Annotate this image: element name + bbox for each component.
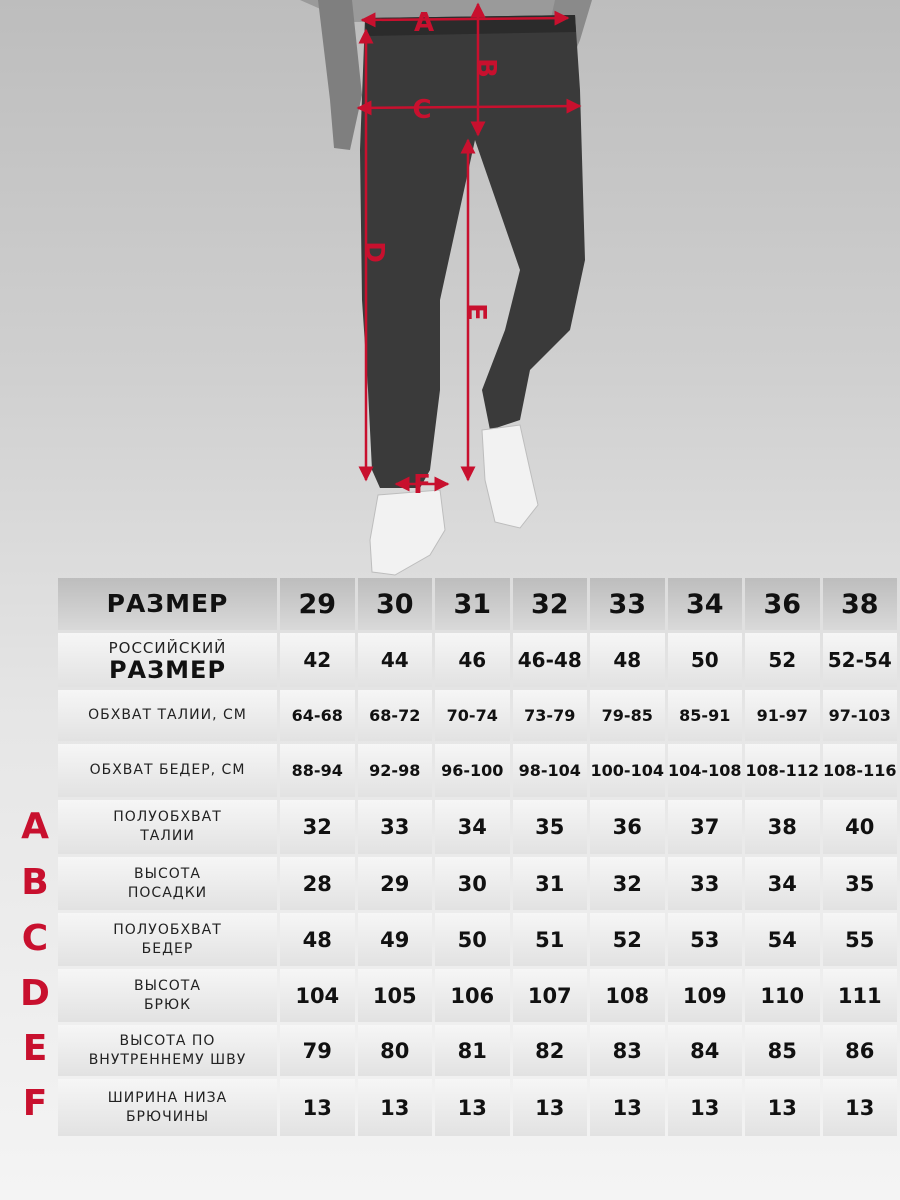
- row-label-line: ВЫСОТА: [134, 865, 201, 882]
- value-cell: 54: [745, 913, 820, 966]
- row-label: ОБХВАТ ТАЛИИ, СМ: [58, 690, 277, 741]
- row-label-line: ВНУТРЕННЕМУ ШВУ: [88, 1051, 247, 1068]
- value-cell: 111: [823, 969, 898, 1022]
- row-label: [58, 633, 277, 687]
- value-cell: 91-97: [745, 690, 820, 741]
- size-cell: 33: [590, 578, 665, 630]
- row-label-line: РОССИЙСКИЙ: [108, 638, 227, 657]
- row-letter-d: D: [20, 973, 50, 1014]
- row-label-line: ВЫСОТА: [134, 977, 201, 994]
- value-cell: 28: [280, 857, 355, 910]
- value-cell: 35: [823, 857, 898, 910]
- row-label: [58, 800, 277, 854]
- value-cell: 98-104: [513, 744, 588, 797]
- value-cell: 13: [745, 1079, 820, 1136]
- row-label: [58, 1079, 277, 1136]
- value-cell: 85: [745, 1025, 820, 1076]
- value-cell: 40: [823, 800, 898, 854]
- value-cell: 64-68: [280, 690, 355, 741]
- value-cell: 51: [513, 913, 588, 966]
- value-cell: 30: [435, 857, 510, 910]
- mark-b: B: [471, 58, 501, 78]
- mark-e: E: [461, 303, 491, 321]
- value-cell: 13: [280, 1079, 355, 1136]
- value-cell: 86: [823, 1025, 898, 1076]
- value-cell: 52: [590, 913, 665, 966]
- value-cell: 37: [668, 800, 743, 854]
- table-row: [58, 1079, 897, 1136]
- value-cell: 35: [513, 800, 588, 854]
- left-arm: [318, 0, 362, 150]
- mark-a: A: [413, 8, 435, 38]
- mark-d: D: [359, 241, 389, 263]
- value-cell: 13: [513, 1079, 588, 1136]
- value-cell: 55: [823, 913, 898, 966]
- value-cell: 50: [668, 633, 743, 687]
- value-cell: 106: [435, 969, 510, 1022]
- row-label-line: ШИРИНА НИЗА: [107, 1089, 228, 1106]
- value-cell: 32: [280, 800, 355, 854]
- value-cell: 13: [435, 1079, 510, 1136]
- value-cell: 84: [668, 1025, 743, 1076]
- trousers-shape: [360, 15, 585, 488]
- table-row: [58, 633, 897, 687]
- value-cell: 42: [280, 633, 355, 687]
- value-cell: 81: [435, 1025, 510, 1076]
- value-cell: 36: [590, 800, 665, 854]
- table-row: [58, 800, 897, 854]
- row-label: [58, 913, 277, 966]
- size-cell: 36: [745, 578, 820, 630]
- value-cell: 50: [435, 913, 510, 966]
- value-cell: 44: [358, 633, 433, 687]
- value-cell: 49: [358, 913, 433, 966]
- value-cell: 83: [590, 1025, 665, 1076]
- row-letter-f: F: [22, 1083, 48, 1124]
- value-cell: 46-48: [513, 633, 588, 687]
- size-cell: 38: [823, 578, 898, 630]
- size-chart-table: [55, 575, 900, 1139]
- value-cell: 70-74: [435, 690, 510, 741]
- value-cell: 33: [668, 857, 743, 910]
- value-cell: 80: [358, 1025, 433, 1076]
- row-label-line: БРЮЧИНЫ: [125, 1108, 210, 1125]
- row-label-line: БРЮК: [143, 996, 192, 1013]
- value-cell: 79-85: [590, 690, 665, 741]
- value-cell: 108: [590, 969, 665, 1022]
- value-cell: 29: [358, 857, 433, 910]
- table-row: [58, 744, 897, 797]
- value-cell: 13: [590, 1079, 665, 1136]
- value-cell: 38: [745, 800, 820, 854]
- value-cell: 52-54: [823, 633, 898, 687]
- row-label: [58, 857, 277, 910]
- value-cell: 32: [590, 857, 665, 910]
- mark-f: F: [413, 470, 431, 500]
- size-label: РАЗМЕР: [58, 578, 277, 630]
- value-cell: 104: [280, 969, 355, 1022]
- size-cell: 34: [668, 578, 743, 630]
- table-row: [58, 913, 897, 966]
- trousers-measurement-figure: [0, 0, 900, 580]
- table-row: [58, 1025, 897, 1076]
- value-cell: 96-100: [435, 744, 510, 797]
- row-label-line: ПОСАДКИ: [127, 884, 208, 901]
- size-header-row: [58, 578, 897, 630]
- row-label-line: ТАЛИИ: [140, 828, 195, 844]
- value-cell: 46: [435, 633, 510, 687]
- value-cell: 105: [358, 969, 433, 1022]
- value-cell: 31: [513, 857, 588, 910]
- value-cell: 52: [745, 633, 820, 687]
- value-cell: 34: [745, 857, 820, 910]
- value-cell: 88-94: [280, 744, 355, 797]
- value-cell: 92-98: [358, 744, 433, 797]
- value-cell: 13: [668, 1079, 743, 1136]
- row-label: ОБХВАТ БЕДЕР, СМ: [58, 744, 277, 797]
- value-cell: 48: [590, 633, 665, 687]
- value-cell: 108-112: [745, 744, 820, 797]
- value-cell: 13: [358, 1079, 433, 1136]
- table-row: [58, 969, 897, 1022]
- value-cell: 104-108: [668, 744, 743, 797]
- value-cell: 107: [513, 969, 588, 1022]
- row-label-line: БЕДЕР: [141, 940, 194, 957]
- value-cell: 108-116: [823, 744, 898, 797]
- row-label-line: ВЫСОТА ПО: [119, 1032, 216, 1049]
- row-letter-a: A: [21, 806, 49, 847]
- value-cell: 34: [435, 800, 510, 854]
- table-row: [58, 690, 897, 741]
- value-cell: 97-103: [823, 690, 898, 741]
- size-cell: 31: [435, 578, 510, 630]
- value-cell: 110: [745, 969, 820, 1022]
- value-cell: 109: [668, 969, 743, 1022]
- row-label-line: РАЗМЕР: [108, 656, 227, 685]
- size-cell: 32: [513, 578, 588, 630]
- row-label: [58, 969, 277, 1022]
- row-letter-e: E: [22, 1028, 48, 1069]
- value-cell: 79: [280, 1025, 355, 1076]
- value-cell: 13: [823, 1079, 898, 1136]
- value-cell: 85-91: [668, 690, 743, 741]
- right-shoe: [482, 425, 538, 528]
- left-shoe: [370, 490, 445, 575]
- mark-c: C: [412, 95, 432, 125]
- value-cell: 100-104: [590, 744, 665, 797]
- value-cell: 82: [513, 1025, 588, 1076]
- value-cell: 68-72: [358, 690, 433, 741]
- row-label: [58, 1025, 277, 1076]
- row-label-line: ПОЛУОБХВАТ: [113, 921, 222, 938]
- row-letter-b: B: [21, 862, 49, 903]
- value-cell: 33: [358, 800, 433, 854]
- size-cell: 29: [280, 578, 355, 630]
- table-row: [58, 857, 897, 910]
- size-cell: 30: [358, 578, 433, 630]
- value-cell: 48: [280, 913, 355, 966]
- row-label-line: ПОЛУОБХВАТ: [113, 809, 222, 826]
- value-cell: 73-79: [513, 690, 588, 741]
- row-letter-c: C: [21, 918, 49, 959]
- value-cell: 53: [668, 913, 743, 966]
